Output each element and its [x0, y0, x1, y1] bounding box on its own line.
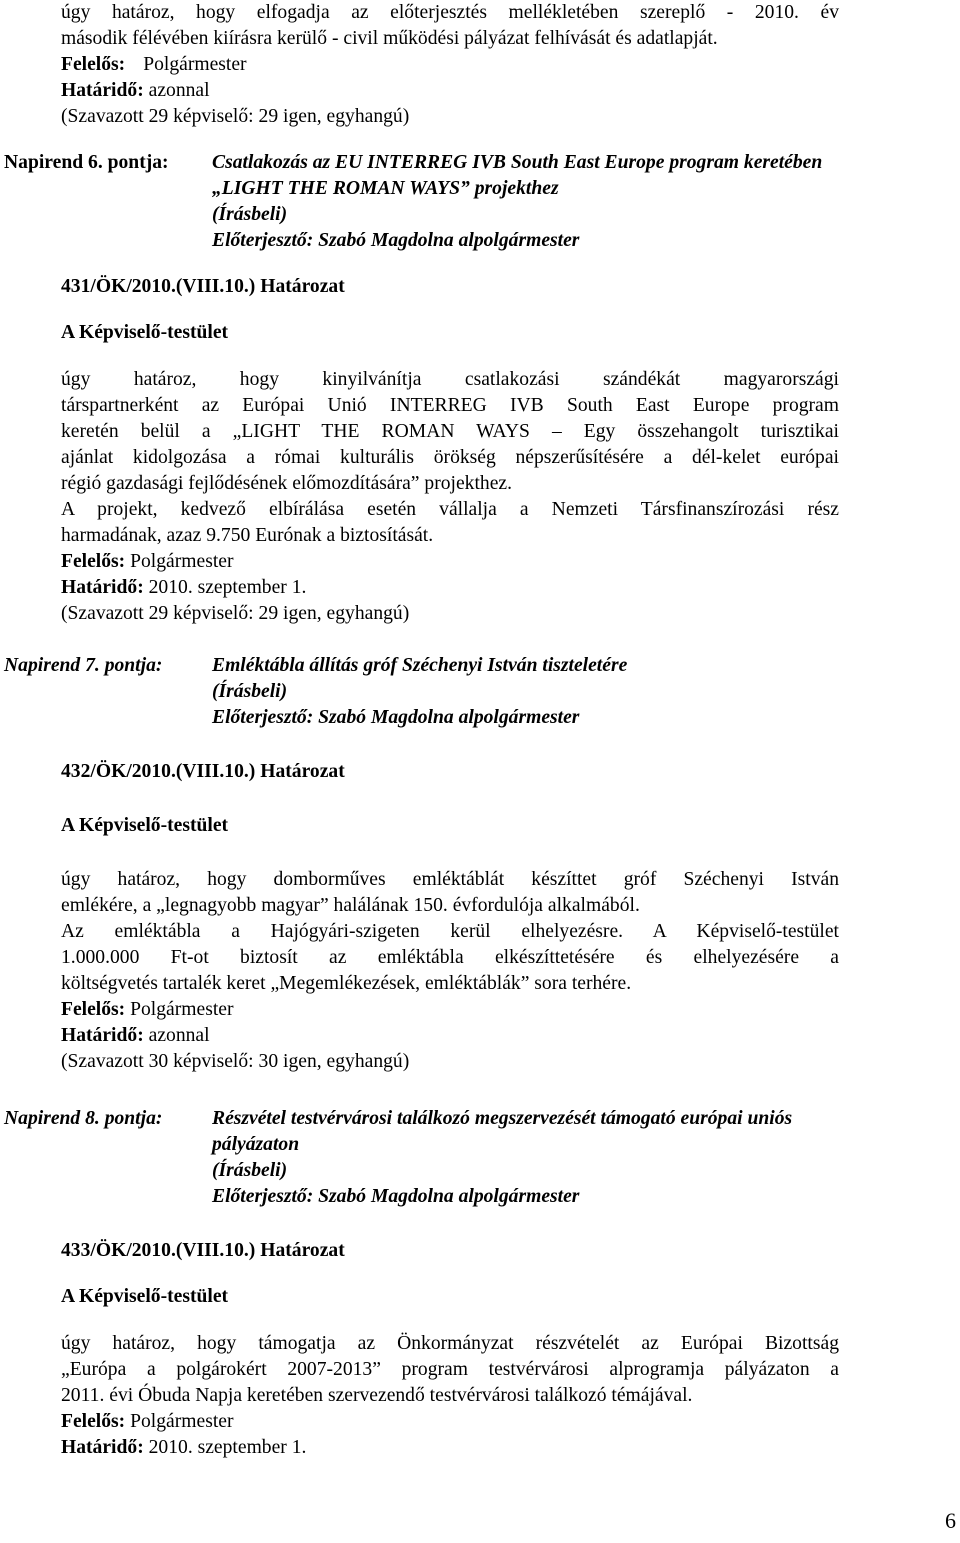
responsible-line	[61, 1409, 234, 1435]
responsible-line	[61, 52, 247, 78]
agenda-item-title: Csatlakozás az EU INTERREG IVB South East Europe program keretében	[212, 152, 823, 173]
written-note: (Írásbeli)	[212, 1160, 288, 1181]
body-line: úgy határoz, hogy domborműves emléktáblát készíttet gróf Széchenyi István	[61, 869, 839, 890]
responsible-line	[61, 997, 234, 1023]
agenda-item-title: Részvétel testvérvárosi találkozó megszervezését támogató európai uniós	[212, 1108, 793, 1129]
body-line: keretén belül a „LIGHT THE ROMAN WAYS – Egy összehangolt turisztikai	[61, 421, 839, 442]
body-line: Az emléktábla a Hajógyári-szigeten kerül elhelyezésre. A Képviselő-testület	[61, 921, 839, 942]
agenda-item-label: Napirend 7. pontja:	[4, 655, 163, 676]
deadline-line	[61, 78, 210, 104]
deadline-label: Határidő:	[61, 1025, 144, 1046]
agenda-item-title: „LIGHT THE ROMAN WAYS” projekthez	[212, 178, 559, 199]
responsible-value: Polgármester	[130, 1411, 234, 1432]
resolution-number: 432/ÖK/2010.(VIII.10.) Határozat	[61, 761, 345, 782]
responsible-label: Felelős:	[61, 999, 126, 1020]
body-heading: A Képviselő-testület	[61, 815, 229, 836]
body-line: harmadának, azaz 9.750 Eurónak a biztosítását.	[61, 525, 434, 546]
body-line: úgy határoz, hogy támogatja az Önkormányzat részvételét az Európai Bizottság	[61, 1333, 839, 1354]
responsible-value: Polgármester	[143, 54, 247, 75]
vote-line: (Szavazott 29 képviselő: 29 igen, egyhangú)	[61, 106, 410, 127]
deadline-line	[61, 1435, 306, 1461]
body-heading: A Képviselő-testület	[61, 1286, 229, 1307]
presenter-line: Előterjesztő: Szabó Magdolna alpolgármester	[212, 230, 580, 251]
body-line: 1.000.000 Ft-ot biztosít az emléktábla elkészíttetésére és elhelyezésére a	[61, 947, 839, 968]
vote-line: (Szavazott 30 képviselő: 30 igen, egyhangú)	[61, 1051, 410, 1072]
deadline-label: Határidő:	[61, 80, 144, 101]
body-line: régió gazdasági fejlődésének előmozdítására” projekthez.	[61, 473, 512, 494]
responsible-label: Felelős:	[61, 1411, 126, 1432]
responsible-line	[61, 549, 234, 575]
body-line: 2011. évi Óbuda Napja keretében szervezendő testvérvárosi találkozó témájával.	[61, 1385, 693, 1406]
responsible-label: Felelős:	[61, 551, 126, 572]
agenda-item-title: pályázaton	[212, 1134, 300, 1155]
deadline-line	[61, 575, 306, 601]
body-line: A projekt, kedvező elbírálása esetén vállalja a Nemzeti Társfinanszírozási rész	[61, 499, 839, 520]
body-line: „Európa a polgárokért 2007-2013” program testvérvárosi alprogramja pályázaton a	[61, 1359, 839, 1380]
agenda-item-title: Emléktábla állítás gróf Széchenyi István tiszteletére	[212, 655, 628, 676]
vote-line: (Szavazott 29 képviselő: 29 igen, egyhangú)	[61, 603, 410, 624]
deadline-value: azonnal	[148, 80, 210, 101]
deadline-value: 2010. szeptember 1.	[148, 1437, 307, 1458]
deadline-value: 2010. szeptember 1.	[148, 577, 307, 598]
responsible-label: Felelős:	[61, 54, 126, 75]
deadline-label: Határidő:	[61, 577, 144, 598]
body-line: emlékére, a „legnagyobb magyar” halálának 150. évfordulója alkalmából.	[61, 895, 640, 916]
body-line: társpartnerként az Európai Unió INTERREG IVB South East Europe program	[61, 395, 839, 416]
body-line: költségvetés tartalék keret „Megemlékezések, emléktáblák” sora terhére.	[61, 973, 632, 994]
page-number: 6	[945, 1508, 956, 1533]
deadline-label: Határidő:	[61, 1437, 144, 1458]
agenda-item-label: Napirend 6. pontja:	[4, 152, 169, 173]
deadline-value: azonnal	[148, 1025, 210, 1046]
deadline-line	[61, 1023, 210, 1049]
resolution-number: 433/ÖK/2010.(VIII.10.) Határozat	[61, 1240, 345, 1261]
responsible-value: Polgármester	[130, 551, 234, 572]
agenda-item-label: Napirend 8. pontja:	[4, 1108, 163, 1129]
body-heading: A Képviselő-testület	[61, 322, 229, 343]
resolution-number: 431/ÖK/2010.(VIII.10.) Határozat	[61, 276, 345, 297]
body-line: úgy határoz, hogy elfogadja az előterjesztés mellékletében szereplő - 2010. év	[61, 2, 839, 23]
body-line: ajánlat kidolgozása a római kulturális örökség népszerűsítésére a dél-kelet európai	[61, 447, 839, 468]
responsible-value: Polgármester	[130, 999, 234, 1020]
body-line: úgy határoz, hogy kinyilvánítja csatlakozási szándékát magyarországi	[61, 369, 839, 390]
written-note: (Írásbeli)	[212, 204, 288, 225]
written-note: (Írásbeli)	[212, 681, 288, 702]
body-line: második félévében kiírásra kerülő - civil működési pályázat felhívását és adatlapját.	[61, 28, 718, 49]
presenter-line: Előterjesztő: Szabó Magdolna alpolgármester	[212, 707, 580, 728]
presenter-line: Előterjesztő: Szabó Magdolna alpolgármester	[212, 1186, 580, 1207]
